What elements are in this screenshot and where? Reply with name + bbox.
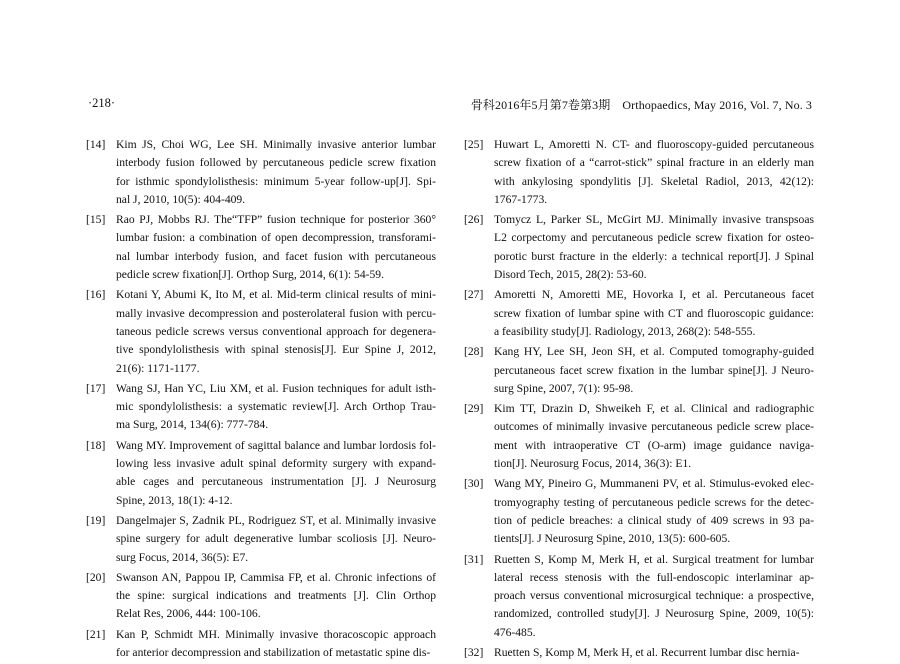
reference-number: [19] (86, 513, 106, 527)
references-left-column (86, 136, 436, 664)
reference-number: [27] (464, 288, 484, 302)
reference-number: [31] (464, 552, 484, 566)
reference-text-line: lumbar fusion: a combination of open decompression, transforami- (116, 231, 436, 245)
reference-text-line: taneous pedicle screws versus conventional approach for degenera- (116, 324, 436, 338)
reference-entry (86, 211, 436, 284)
reference-text-line: screw fixation of lumbar spine with CT and fluoroscopic guidance: (494, 306, 814, 320)
reference-number: [15] (86, 213, 106, 227)
reference-text-line: tion of pedicle breaches: a clinical study of 409 screws in 93 pa- (494, 513, 814, 527)
reference-entry (86, 380, 436, 435)
reference-number: [21] (86, 627, 106, 641)
reference-entry (464, 400, 814, 473)
reference-text-line: Kotani Y, Abumi K, Ito M, et al. Mid-term clinical results of mini- (116, 288, 436, 302)
reference-text-line: mally invasive decompression and posterolateral fusion with percu- (116, 306, 436, 320)
reference-text-line: nal lumbar interbody fusion, and facet fusion with percutaneous (116, 249, 436, 263)
reference-text-line: randomized, controlled study[J]. J Neurosurg Spine, 2009, 10(5): (494, 607, 814, 621)
reference-text-line: Ruetten S, Komp M, Merk H, et al. Recurrent lumbar disc hernia- (494, 646, 800, 660)
reference-number: [14] (86, 138, 106, 151)
reference-number: [25] (464, 138, 484, 151)
reference-number: [30] (464, 477, 484, 491)
reference-text-line: proach versus conventional microsurgical technique: a prospective, (494, 589, 814, 603)
reference-text-line: with ankylosing spondylitis [J]. Skeletal Radiol, 2013, 42(12): (494, 174, 814, 188)
reference-entry (464, 644, 814, 662)
reference-entry (464, 211, 814, 284)
reference-text-line: a feasibility study[J]. Radiology, 2013, 268(2): 548-555. (494, 324, 756, 338)
reference-entry (86, 437, 436, 510)
reference-text-line: Wang MY, Pineiro G, Mummaneni PV, et al. Stimulus-evoked elec- (494, 477, 814, 491)
reference-text-line: able cages and percutaneous instrumentation [J]. J Neurosurg (116, 475, 436, 489)
reference-text-line: Swanson AN, Pappou IP, Cammisa FP, et al. Chronic infections of (116, 570, 436, 584)
reference-number: [26] (464, 213, 484, 227)
reference-number: [16] (86, 288, 106, 302)
reference-text-line: 1767-1773. (494, 192, 548, 206)
reference-text-line: Dangelmajer S, Zadnik PL, Rodriguez ST, et al. Minimally invasive (116, 513, 436, 527)
reference-text-line: Kim TT, Drazin D, Shweikeh F, et al. Clinical and radiographic (494, 402, 814, 416)
reference-text-line: interbody fusion followed by percutaneous pedicle screw fixation (116, 156, 436, 170)
reference-text-line: nal J, 2010, 10(5): 404-409. (116, 192, 246, 206)
reference-text-line: Relat Res, 2006, 444: 100-106. (116, 607, 261, 621)
reference-text-line: Wang SJ, Han YC, Liu XM, et al. Fusion techniques for adult isth- (116, 381, 436, 395)
reference-text-line: lateral recess stenosis with the full-endoscopic interlaminar ap- (494, 570, 814, 584)
reference-text-line: mic spondylolisthesis: a systematic review[J]. Arch Orthop Trau- (116, 400, 436, 414)
reference-entry (86, 286, 436, 377)
reference-number: [28] (464, 345, 484, 359)
reference-text-line: spine surgery for adult degenerative lumbar scoliosis [J]. Neuro- (116, 532, 436, 546)
references-right-column (464, 136, 814, 664)
reference-entry (464, 286, 814, 341)
reference-entry (86, 136, 436, 209)
page-number: ·218· (88, 96, 116, 110)
reference-text-line: for anterior decompression and stabilization of metastatic spine dis- (116, 646, 431, 660)
reference-text-line: lowing less invasive adult spinal deformity surgery with expand- (116, 457, 436, 471)
reference-text-line: percutaneous facet screw fixation in the lumbar spine[J]. J Neuro- (494, 363, 814, 377)
reference-text-line: Kan P, Schmidt MH. Minimally invasive thoracoscopic approach (116, 627, 436, 641)
reference-text-line: 476-485. (494, 625, 536, 639)
reference-text-line: Disord Tech, 2015, 28(2): 53-60. (494, 268, 647, 282)
reference-text-line: Kang HY, Lee SH, Jeon SH, et al. Computed tomography-guided (494, 345, 814, 359)
reference-number: [20] (86, 570, 106, 584)
reference-number: [32] (464, 646, 484, 660)
reference-entry (464, 136, 814, 209)
reference-text-line: the spine: surgical indications and treatments [J]. Clin Orthop (116, 589, 436, 603)
reference-number: [17] (86, 381, 106, 395)
reference-text-line: ma Surg, 2014, 134(6): 777-784. (116, 418, 269, 432)
reference-text-line: pedicle screw fixation[J]. Orthop Surg, 2014, 6(1): 54-59. (116, 268, 384, 282)
reference-text-line: L2 corpectomy and percutaneous pedicle screw fixation for osteo- (494, 231, 814, 245)
page-header (88, 96, 812, 116)
reference-text-line: tients[J]. J Neurosurg Spine, 2010, 13(5): 600-605. (494, 532, 731, 546)
reference-text-line: Spine, 2013, 18(1): 4-12. (116, 493, 233, 507)
reference-number: [29] (464, 402, 484, 416)
reference-text-line: Amoretti N, Amoretti ME, Hovorka I, et al. Percutaneous facet (494, 288, 814, 302)
reference-entry (86, 569, 436, 624)
reference-text-line: screw fixation of a “carrot-stick” spinal fracture in an elderly man (494, 156, 814, 170)
reference-entry (464, 551, 814, 642)
reference-entry (464, 343, 814, 398)
reference-text-line: Tomycz L, Parker SL, McGirt MJ. Minimally invasive transpsoas (494, 213, 814, 227)
reference-text-line: Kim JS, Choi WG, Lee SH. Minimally invasive anterior lumbar (116, 138, 436, 151)
reference-text-line: outcomes of minimally invasive percutaneous pedicle screw place- (494, 420, 814, 434)
reference-text-line: tion[J]. Neurosurg Focus, 2014, 36(3): E1. (494, 457, 692, 471)
reference-text-line: porotic burst fracture in the elderly: a technical report[J]. J Spinal (494, 249, 814, 263)
reference-text-line: Ruetten S, Komp M, Merk H, et al. Surgical treatment for lumbar (494, 552, 814, 566)
reference-entry (86, 626, 436, 663)
reference-text-line: surg Spine, 2007, 7(1): 95-98. (494, 381, 634, 395)
reference-text-line: tive spondylolisthesis with spinal stenosis[J]. Eur Spine J, 2012, (116, 343, 436, 357)
reference-text-line: 21(6): 1171-1177. (116, 361, 200, 375)
reference-text-line: Rao PJ, Mobbs RJ. The“TFP” fusion technique for posterior 360° (116, 213, 436, 227)
reference-text-line: ment with intraoperative CT (O-arm) image guidance naviga- (494, 438, 814, 452)
running-head: 骨科2016年5月第7卷第3期 Orthopaedics, May 2016, Vol. 7, No. 3 (470, 98, 812, 112)
reference-text-line: Huwart L, Amoretti N. CT- and fluoroscopy-guided percutaneous (494, 138, 814, 151)
reference-number: [18] (86, 438, 106, 452)
reference-text-line: tromyography testing of percutaneous pedicle screws for the detec- (494, 495, 814, 509)
reference-text-line: surg Focus, 2014, 36(5): E7. (116, 550, 249, 564)
reference-entry (86, 512, 436, 567)
reference-entry (464, 475, 814, 548)
reference-text-line: Wang MY. Improvement of sagittal balance and lumbar lordosis fol- (116, 438, 436, 452)
reference-text-line: for isthmic spondylolisthesis: minimum 5-year follow-up[J]. Spi- (116, 174, 436, 188)
